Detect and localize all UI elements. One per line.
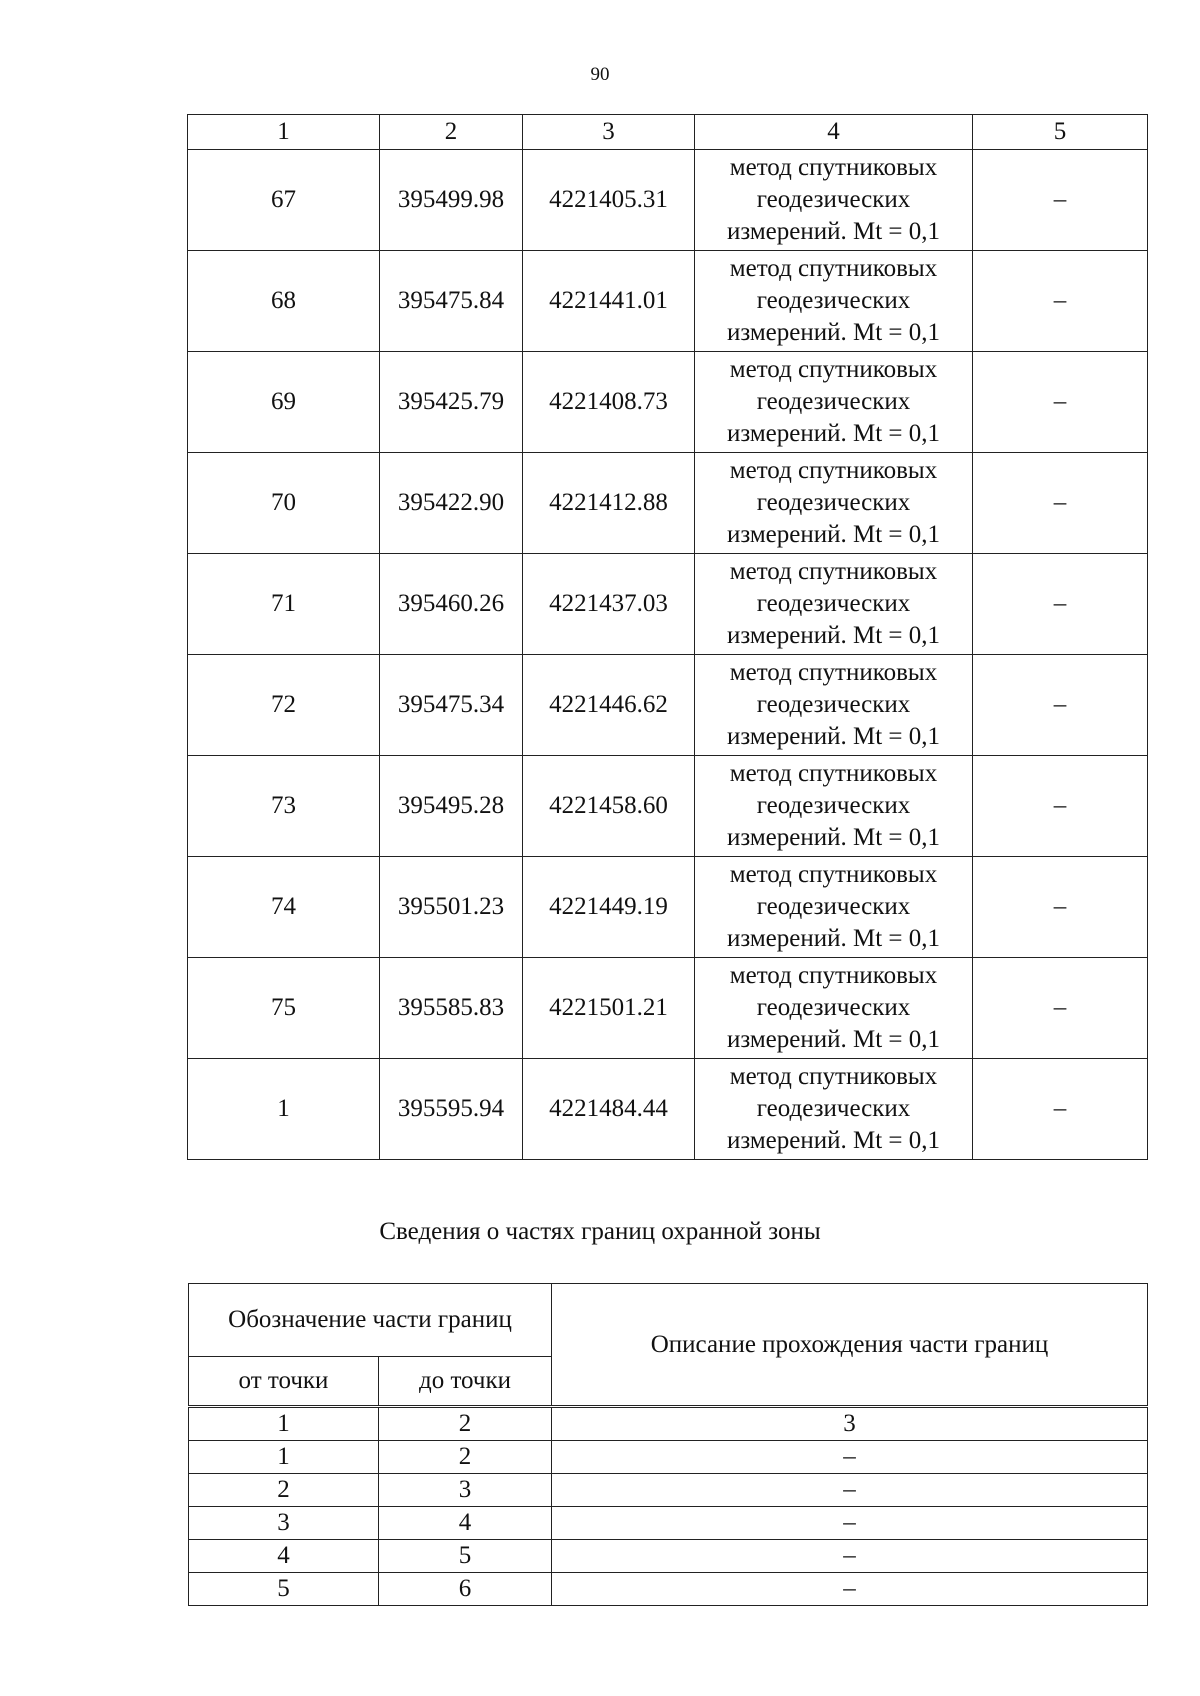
determination-method <box>695 958 973 1059</box>
page-number: 90 <box>590 64 610 85</box>
method-line: метод спутниковых <box>729 154 938 181</box>
designation-header: Обозначение части границ <box>189 1284 552 1357</box>
method-line: измерений. Mt = 0,1 <box>726 1127 941 1154</box>
coordinate-y: 4221412.88 <box>523 453 695 554</box>
column-header: 1 <box>188 115 380 150</box>
table-row <box>188 655 1148 756</box>
note: – <box>973 857 1148 958</box>
to-point: 4 <box>379 1507 552 1540</box>
note: – <box>973 554 1148 655</box>
column-header: 2 <box>380 115 523 150</box>
table-row <box>188 554 1148 655</box>
note: – <box>973 756 1148 857</box>
method-line: измерений. Mt = 0,1 <box>726 723 941 750</box>
determination-method <box>695 1059 973 1160</box>
note: – <box>973 958 1148 1059</box>
column-header: 4 <box>695 115 973 150</box>
table-row <box>188 857 1148 958</box>
method-line: измерений. Mt = 0,1 <box>726 218 941 245</box>
table-row <box>189 1474 1148 1507</box>
method-line: геодезических <box>756 489 911 516</box>
method-line: геодезических <box>756 994 911 1021</box>
method-line: геодезических <box>756 893 911 920</box>
coordinate-x: 395425.79 <box>380 352 523 453</box>
point-number: 75 <box>188 958 380 1059</box>
table-row <box>188 453 1148 554</box>
column-index: 3 <box>552 1407 1148 1441</box>
to-point: 6 <box>379 1573 552 1606</box>
to-point: 3 <box>379 1474 552 1507</box>
to-point: 2 <box>379 1441 552 1474</box>
note: – <box>973 352 1148 453</box>
point-number: 68 <box>188 251 380 352</box>
coordinate-y: 4221408.73 <box>523 352 695 453</box>
part-description: – <box>552 1507 1148 1540</box>
point-number: 67 <box>188 150 380 251</box>
point-number: 74 <box>188 857 380 958</box>
table-row <box>188 352 1148 453</box>
point-number: 72 <box>188 655 380 756</box>
part-description: – <box>552 1540 1148 1573</box>
part-description: – <box>552 1573 1148 1606</box>
method-line: измерений. Mt = 0,1 <box>726 824 941 851</box>
part-description: – <box>552 1441 1148 1474</box>
method-line: геодезических <box>756 186 911 213</box>
method-line: метод спутниковых <box>729 1063 938 1090</box>
note: – <box>973 655 1148 756</box>
coordinate-y: 4221449.19 <box>523 857 695 958</box>
section-title: Сведения о частях границ охранной зоны <box>379 1218 821 1245</box>
coordinate-y: 4221484.44 <box>523 1059 695 1160</box>
method-line: измерений. Mt = 0,1 <box>726 521 941 548</box>
part-description: – <box>552 1474 1148 1507</box>
from-point: 5 <box>189 1573 379 1606</box>
method-line: геодезических <box>756 691 911 718</box>
table-row <box>189 1507 1148 1540</box>
table-row <box>188 251 1148 352</box>
to-point: 5 <box>379 1540 552 1573</box>
coordinate-y: 4221405.31 <box>523 150 695 251</box>
table-row <box>188 150 1148 251</box>
note: – <box>973 1059 1148 1160</box>
point-number: 73 <box>188 756 380 857</box>
parts-header-row <box>189 1284 1148 1357</box>
coordinate-y: 4221458.60 <box>523 756 695 857</box>
determination-method <box>695 251 973 352</box>
from-point: 1 <box>189 1441 379 1474</box>
coordinates-table <box>187 114 1148 1160</box>
point-number: 71 <box>188 554 380 655</box>
determination-method <box>695 857 973 958</box>
table-row <box>188 1059 1148 1160</box>
method-line: метод спутниковых <box>729 659 938 686</box>
point-number: 1 <box>188 1059 380 1160</box>
determination-method <box>695 453 973 554</box>
method-line: измерений. Mt = 0,1 <box>726 420 941 447</box>
coordinate-x: 395595.94 <box>380 1059 523 1160</box>
coordinate-x: 395501.23 <box>380 857 523 958</box>
method-line: геодезических <box>756 590 911 617</box>
table-row <box>188 756 1148 857</box>
boundary-parts-table <box>188 1283 1148 1606</box>
method-line: метод спутниковых <box>729 255 938 282</box>
method-line: метод спутниковых <box>729 457 938 484</box>
from-point: 2 <box>189 1474 379 1507</box>
coordinate-y: 4221446.62 <box>523 655 695 756</box>
note: – <box>973 150 1148 251</box>
coordinate-y: 4221441.01 <box>523 251 695 352</box>
method-line: измерений. Mt = 0,1 <box>726 622 941 649</box>
method-line: геодезических <box>756 1095 911 1122</box>
method-line: метод спутниковых <box>729 861 938 888</box>
table-row <box>189 1441 1148 1474</box>
column-index: 1 <box>189 1407 379 1441</box>
point-number: 70 <box>188 453 380 554</box>
determination-method <box>695 756 973 857</box>
coordinate-x: 395475.84 <box>380 251 523 352</box>
table-row <box>188 958 1148 1059</box>
table-row <box>189 1540 1148 1573</box>
determination-method <box>695 150 973 251</box>
from-point: 4 <box>189 1540 379 1573</box>
determination-method <box>695 352 973 453</box>
method-line: метод спутниковых <box>729 962 938 989</box>
method-line: измерений. Mt = 0,1 <box>726 1026 941 1053</box>
coordinate-x: 395475.34 <box>380 655 523 756</box>
coordinate-x: 395460.26 <box>380 554 523 655</box>
coordinate-x: 395585.83 <box>380 958 523 1059</box>
method-line: метод спутниковых <box>729 558 938 585</box>
method-line: метод спутниковых <box>729 760 938 787</box>
method-line: метод спутниковых <box>729 356 938 383</box>
from-point-header: от точки <box>189 1357 379 1407</box>
to-point-header: до точки <box>379 1357 552 1407</box>
description-header: Описание прохождения части границ <box>552 1284 1148 1407</box>
coordinate-y: 4221501.21 <box>523 958 695 1059</box>
column-index-row <box>189 1407 1148 1441</box>
coordinate-y: 4221437.03 <box>523 554 695 655</box>
coordinate-x: 395499.98 <box>380 150 523 251</box>
coordinate-x: 395422.90 <box>380 453 523 554</box>
note: – <box>973 453 1148 554</box>
method-line: геодезических <box>756 388 911 415</box>
determination-method <box>695 554 973 655</box>
column-header: 3 <box>523 115 695 150</box>
method-line: геодезических <box>756 287 911 314</box>
method-line: геодезических <box>756 792 911 819</box>
table-row <box>189 1573 1148 1606</box>
note: – <box>973 251 1148 352</box>
determination-method <box>695 655 973 756</box>
column-index: 2 <box>379 1407 552 1441</box>
from-point: 3 <box>189 1507 379 1540</box>
column-header: 5 <box>973 115 1148 150</box>
coordinate-x: 395495.28 <box>380 756 523 857</box>
point-number: 69 <box>188 352 380 453</box>
coordinates-header-row <box>188 115 1148 150</box>
method-line: измерений. Mt = 0,1 <box>726 319 941 346</box>
method-line: измерений. Mt = 0,1 <box>726 925 941 952</box>
